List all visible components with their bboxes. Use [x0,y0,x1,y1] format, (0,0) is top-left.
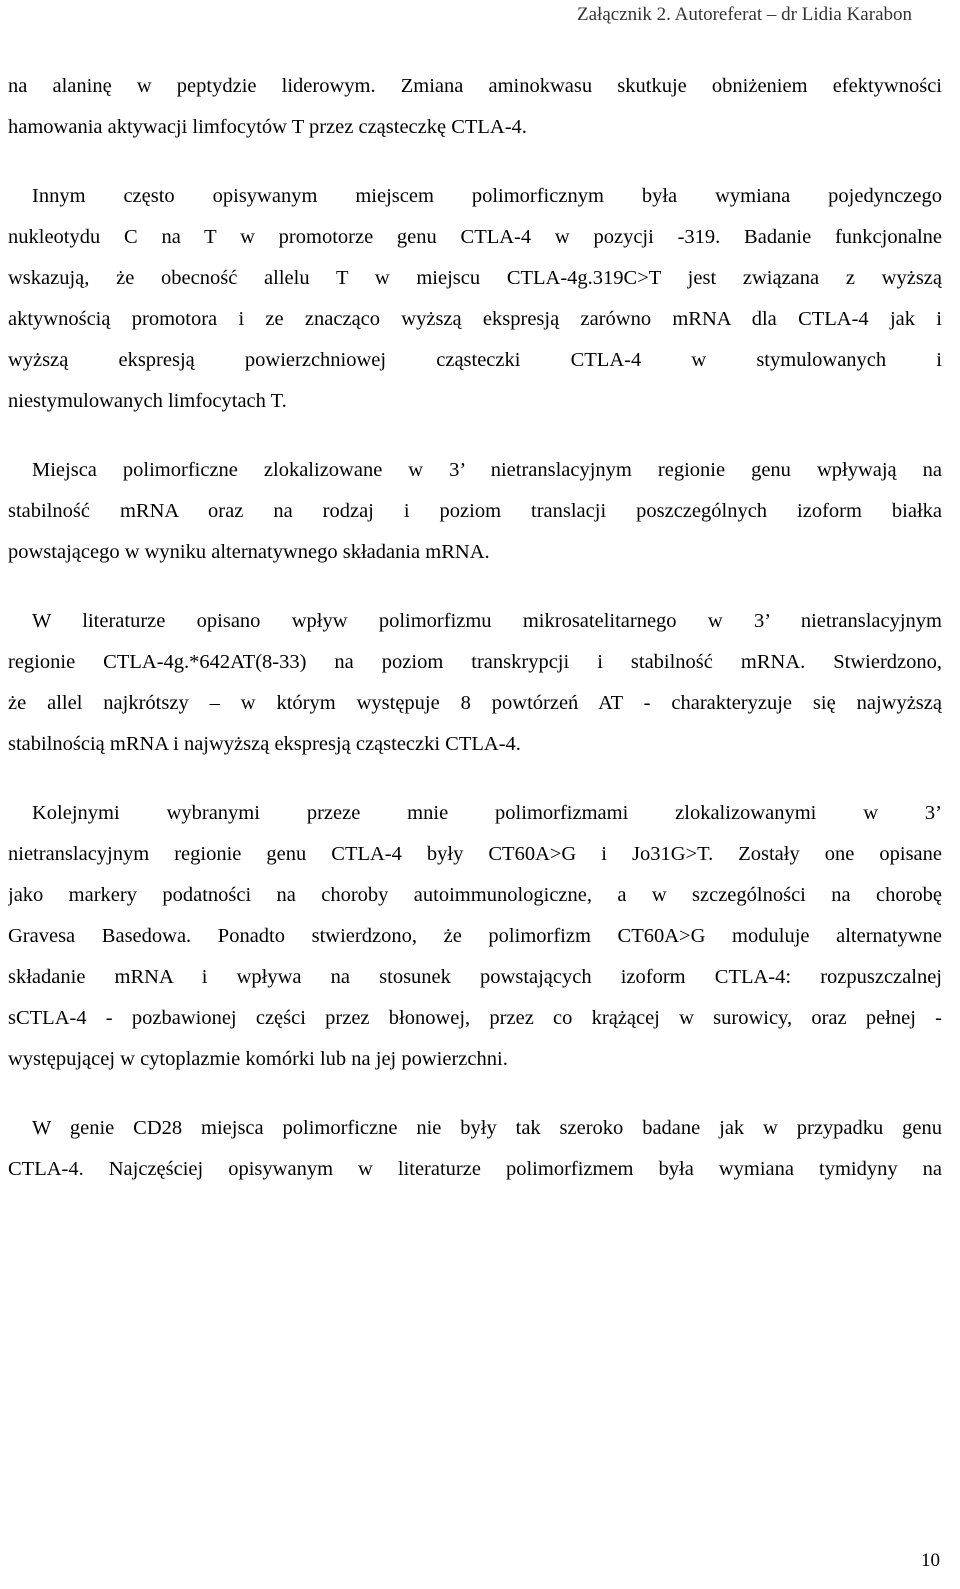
text-line: występującej w cytoplazmie komórki lub na jej powierzchni. [8,1048,508,1070]
text-line: stabilnością mRNA i najwyższą ekspresją cząsteczki CTLA-4. [8,733,521,755]
paragraph-6 [8,1108,942,1190]
text-line: aktywnością promotora i ze znacząco wyższą ekspresją zarówno mRNA dla CTLA-4 jak i [8,308,942,330]
text-line: Innym często opisywanym miejscem polimorficznym była wymiana pojedynczego [32,185,942,207]
paragraph-3 [8,450,942,573]
text-line: że allel najkrótszy – w którym występuje 8 powtórzeń AT - charakteryzuje się najwyższą [8,692,942,714]
text-line: nukleotydu C na T w promotorze genu CTLA-4 w pozycji -319. Badanie funkcjonalne [8,226,942,248]
text-line: wskazują, że obecność allelu T w miejscu CTLA-4g.319C>T jest związana z wyższą [8,267,942,289]
text-line: składanie mRNA i wpływa na stosunek powstających izoform CTLA-4: rozpuszczalnej [8,966,942,988]
text-line: jako markery podatności na choroby autoimmunologiczne, a w szczególności na chorobę [8,884,942,906]
text-line: sCTLA-4 - pozbawionej części przez błonowej, przez co krążącej w surowicy, oraz pełnej - [8,1007,942,1029]
text-line: W literaturze opisano wpływ polimorfizmu mikrosatelitarnego w 3’ nietranslacyjnym [32,610,942,632]
text-line: Kolejnymi wybranymi przeze mnie polimorfizmami zlokalizowanymi w 3’ [32,802,942,824]
text-line: Miejsca polimorficzne zlokalizowane w 3’ nietranslacyjnym regionie genu wpływają na [32,459,942,481]
text-line: regionie CTLA-4g.*642AT(8-33) na poziom transkrypcji i stabilność mRNA. Stwierdzono, [8,651,942,673]
text-line: powstającego w wyniku alternatywnego składania mRNA. [8,541,490,563]
text-line: Gravesa Basedowa. Ponadto stwierdzono, że polimorfizm CT60A>G moduluje alternatywne [8,925,942,947]
text-line: na alaninę w peptydzie liderowym. Zmiana aminokwasu skutkuje obniżeniem efektywności [8,75,942,97]
text-line: hamowania aktywacji limfocytów T przez cząsteczkę CTLA-4. [8,116,527,138]
text-line: stabilność mRNA oraz na rodzaj i poziom translacji poszczególnych izoform białka [8,500,942,522]
running-header: Załącznik 2. Autoreferat – dr Lidia Karabon [577,4,912,25]
text-line: wyższą ekspresją powierzchniowej cząsteczki CTLA-4 w stymulowanych i [8,349,942,371]
page-number: 10 [921,1550,940,1571]
text-line: W genie CD28 miejsca polimorficzne nie były tak szeroko badane jak w przypadku genu [32,1117,942,1139]
text-line: nietranslacyjnym regionie genu CTLA-4 były CT60A>G i Jo31G>T. Zostały one opisane [8,843,942,865]
paragraph-5 [8,793,942,1080]
paragraph-2 [8,176,942,422]
text-line: CTLA-4. Najczęściej opisywanym w literaturze polimorfizmem była wymiana tymidyny na [8,1158,942,1180]
document-body [8,66,942,1190]
paragraph-1 [8,66,942,148]
paragraph-4 [8,601,942,765]
text-line: niestymulowanych limfocytach T. [8,390,287,412]
